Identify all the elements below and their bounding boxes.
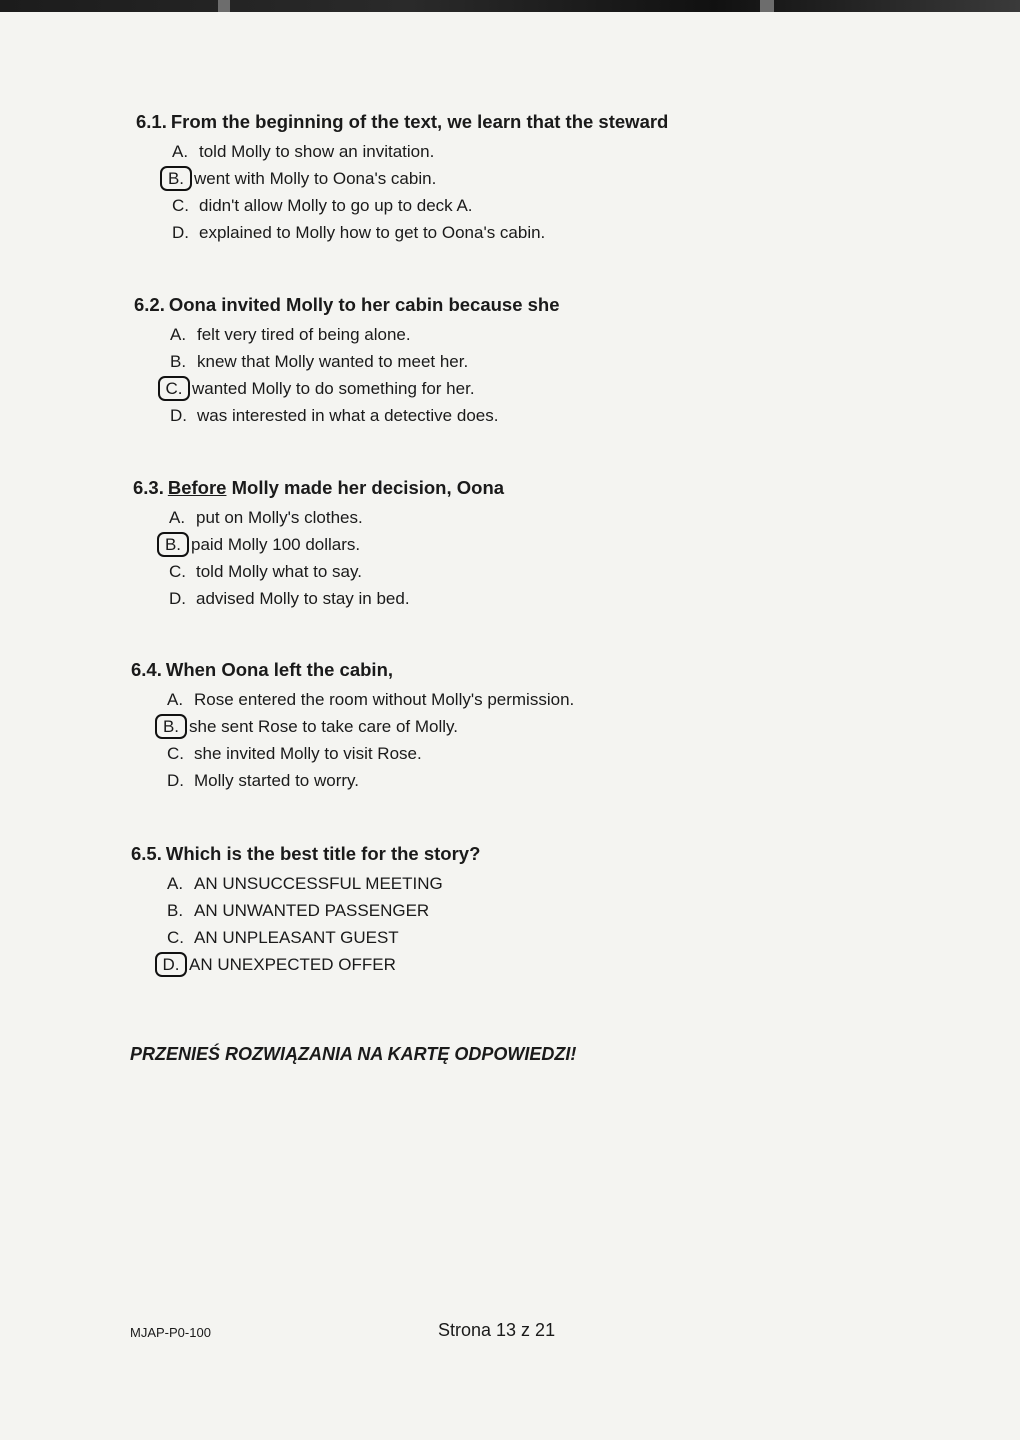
option-c[interactable]	[172, 192, 836, 219]
option-b-selected[interactable]	[167, 165, 836, 192]
option-letter: B.	[170, 352, 187, 371]
option-text: she invited Molly to visit Rose.	[194, 744, 422, 763]
options-list	[136, 138, 836, 246]
option-c[interactable]	[169, 558, 833, 585]
option-text: told Molly to show an invitation.	[199, 142, 435, 161]
circled-answer-mark: B.	[160, 166, 192, 191]
question-title	[131, 842, 831, 866]
option-letter: D.	[169, 589, 186, 608]
option-letter: B.	[167, 901, 184, 920]
exam-code: MJAP-P0-100	[130, 1325, 211, 1340]
option-text: AN UNWANTED PASSENGER	[194, 901, 430, 920]
question-6-1	[136, 110, 836, 246]
transfer-answers-instruction: PRZENIEŚ ROZWIĄZANIA NA KARTĘ ODPOWIEDZI!	[130, 1044, 577, 1064]
underlined-keyword: Before	[167, 477, 227, 498]
circled-answer-mark: D.	[155, 952, 187, 977]
option-text: AN UNPLEASANT GUEST	[194, 928, 399, 947]
option-letter: A.	[170, 325, 187, 344]
question-title	[131, 658, 831, 682]
option-text: paid Molly 100 dollars.	[191, 535, 361, 554]
scan-notch	[760, 0, 774, 12]
option-a[interactable]	[172, 138, 836, 165]
option-letter: C.	[167, 744, 184, 763]
question-number: 6.2.	[134, 294, 165, 315]
question-text: Molly made her decision, Oona	[231, 477, 505, 498]
option-a[interactable]	[169, 504, 833, 531]
option-text: AN UNEXPECTED OFFER	[189, 955, 396, 974]
option-text: put on Molly's clothes.	[196, 508, 363, 527]
option-letter: C.	[167, 928, 184, 947]
option-a[interactable]	[167, 686, 831, 713]
option-letter: A.	[169, 508, 186, 527]
option-c[interactable]	[167, 924, 831, 951]
question-text: From the beginning of the text, we learn that the steward	[170, 111, 669, 132]
question-number: 6.4.	[131, 659, 162, 680]
option-text: knew that Molly wanted to meet her.	[197, 352, 469, 371]
option-text: AN UNSUCCESSFUL MEETING	[194, 874, 443, 893]
option-letter: D.	[172, 223, 189, 242]
option-b-selected[interactable]	[164, 531, 833, 558]
circled-answer-mark: B.	[155, 714, 187, 739]
option-text: didn't allow Molly to go up to deck A.	[199, 196, 473, 215]
option-a[interactable]	[167, 870, 831, 897]
question-title	[136, 110, 836, 134]
option-text: told Molly what to say.	[196, 562, 362, 581]
option-text: advised Molly to stay in bed.	[196, 589, 410, 608]
options-list	[131, 686, 831, 794]
options-list	[134, 321, 834, 429]
option-a[interactable]	[170, 321, 834, 348]
option-letter: A.	[172, 142, 189, 161]
page-number: Strona 13 z 21	[438, 1320, 556, 1340]
option-b-selected[interactable]	[162, 713, 831, 740]
option-text: explained to Molly how to get to Oona's cabin.	[199, 223, 546, 242]
option-d[interactable]	[169, 585, 833, 612]
option-b[interactable]	[170, 348, 834, 375]
question-text: Oona invited Molly to her cabin because she	[168, 294, 560, 315]
option-letter: A.	[167, 690, 184, 709]
option-letter: D.	[167, 771, 184, 790]
option-d[interactable]	[172, 219, 836, 246]
question-6-3	[133, 476, 833, 612]
option-letter: D.	[170, 406, 187, 425]
option-letter: C.	[169, 562, 186, 581]
question-number: 6.1.	[136, 111, 167, 132]
option-d-selected[interactable]	[162, 951, 831, 978]
option-text: Molly started to worry.	[194, 771, 360, 790]
question-number: 6.5.	[131, 843, 162, 864]
option-text: was interested in what a detective does.	[197, 406, 499, 425]
option-b[interactable]	[167, 897, 831, 924]
question-title	[134, 293, 834, 317]
question-6-5	[131, 842, 831, 978]
options-list	[131, 870, 831, 978]
option-text: wanted Molly to do something for her.	[192, 379, 475, 398]
option-letter: A.	[167, 874, 184, 893]
options-list	[133, 504, 833, 612]
circled-answer-mark: B.	[157, 532, 189, 557]
scan-notch	[218, 0, 230, 12]
question-6-4	[131, 658, 831, 794]
question-number: 6.3.	[133, 477, 164, 498]
option-d[interactable]	[170, 402, 834, 429]
option-text: she sent Rose to take care of Molly.	[189, 717, 458, 736]
scan-edge	[0, 0, 1020, 12]
option-letter: C.	[172, 196, 189, 215]
option-d[interactable]	[167, 767, 831, 794]
question-text: When Oona left the cabin,	[165, 659, 394, 680]
question-6-2	[134, 293, 834, 429]
option-c-selected[interactable]	[165, 375, 834, 402]
circled-answer-mark: C.	[158, 376, 190, 401]
option-text: felt very tired of being alone.	[197, 325, 411, 344]
option-text: went with Molly to Oona's cabin.	[194, 169, 437, 188]
option-c[interactable]	[167, 740, 831, 767]
question-text: Which is the best title for the story?	[165, 843, 481, 864]
question-title	[133, 476, 833, 500]
option-text: Rose entered the room without Molly's permission.	[194, 690, 575, 709]
